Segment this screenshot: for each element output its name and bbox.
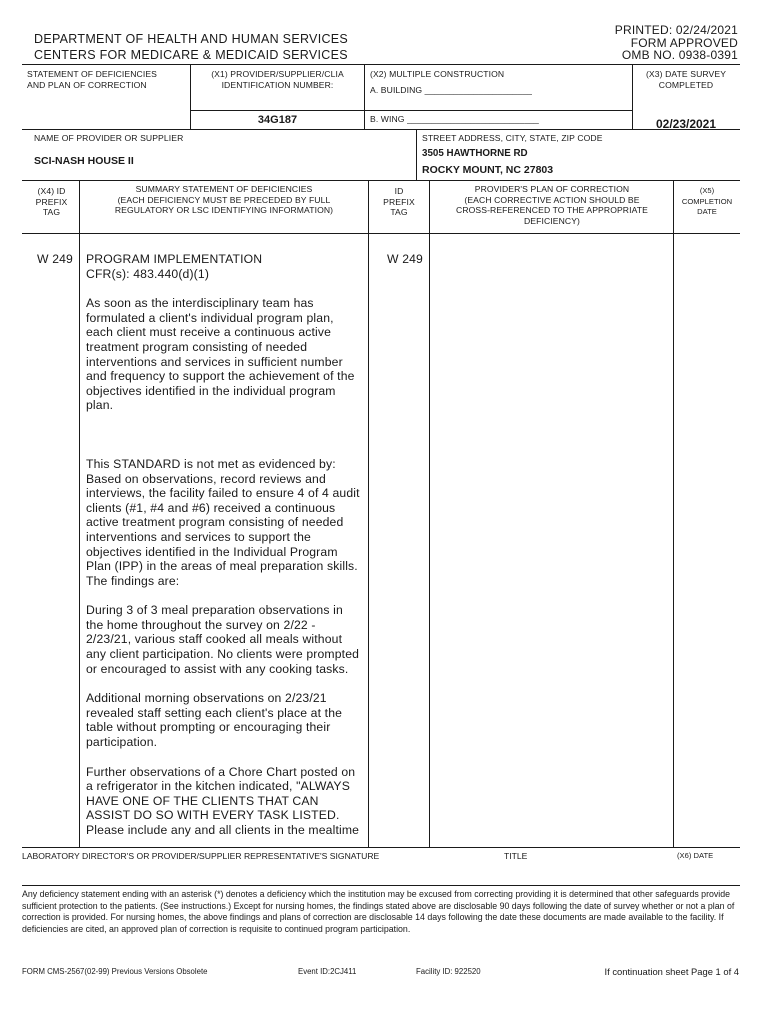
building-field: A. BUILDING ______________________ [370, 85, 533, 95]
prefix-tag: W 249 [37, 252, 73, 266]
grid-divider [364, 110, 632, 111]
column-divider [429, 180, 430, 847]
x3-label: (X3) DATE SURVEY COMPLETED [645, 69, 727, 90]
column-divider [79, 180, 80, 847]
findings-paragraph: This STANDARD is not met as evidenced by: Based on observations, record reviews and interviews, the facility failed to ensure 4 of 4 audit clients (#1, #4 and #6) received a continuous active treatment program consisting of needed interventions and services to support the objectives identified in the Individual Program Plan (IPP) in the areas of meal preparation skills. The findings are: [86, 456, 360, 588]
wing-field: B. WING ___________________________ [370, 114, 539, 124]
signature-date-label: (X6) DATE [677, 851, 714, 860]
deficiency-statement [86, 252, 368, 853]
x5-header: (X5) COMPLETION DATE [681, 186, 733, 216]
facility-id: Facility ID: 922520 [416, 967, 481, 976]
grid-divider [416, 129, 417, 180]
plan-header: PROVIDER'S PLAN OF CORRECTION (EACH CORRECTIVE ACTION SHOULD BE CROSS-REFERENCED TO THE APPROPRIATE DEFICIENCY) [456, 184, 648, 226]
agency-name: DEPARTMENT OF HEALTH AND HUMAN SERVICES [34, 32, 349, 46]
disclaimer-text: Any deficiency statement ending with an asterisk (*) denotes a deficiency which the institution may be excused from correcting providing it is determined that other safeguards provide sufficient protection to the patients. (See instructions.) Except for nursing homes, the findings stated above are disclosable 90 days following the date of survey whether or not a plan of correction is provided. For nursing homes, the above findings and plans of correction are disclosable 14 days following the date these documents are made available to the facility. If deficiencies are cited, an approved plan of correction is requisite to continued program participation. [22, 889, 735, 934]
deficiency-title: PROGRAM IMPLEMENTATION [86, 252, 263, 266]
grid-divider [190, 110, 364, 111]
observation-paragraph: Additional morning observations on 2/23/21 revealed staff setting each client's place at the table without prompting or encouraging their participation. [86, 691, 343, 750]
provider-name: SCI-NASH HOUSE II [34, 155, 134, 167]
x4-header: (X4) ID PREFIX TAG [35, 186, 68, 217]
survey-completed-date: 02/23/2021 [655, 117, 717, 131]
printed-date: PRINTED: 02/24/2021 [614, 23, 738, 37]
cfr-reference: CFR(s): 483.440(d)(1) [86, 266, 210, 281]
form-approved: FORM APPROVED [630, 35, 738, 50]
id-header: ID PREFIX TAG [383, 186, 415, 217]
grid-divider [22, 233, 740, 234]
street-address: 3505 HAWTHORNE RD [422, 148, 528, 159]
grid-divider [364, 64, 365, 129]
event-id: Event ID:2CJ411 [298, 967, 357, 976]
signature-bottom-border [22, 885, 740, 886]
form-number: FORM CMS-2567(02-99) Previous Versions Obsolete [22, 967, 208, 976]
signature-label: LABORATORY DIRECTOR'S OR PROVIDER/SUPPLIER REPRESENTATIVE'S SIGNATURE [22, 851, 380, 861]
id-prefix-tag: W 249 [387, 252, 423, 266]
summary-header: SUMMARY STATEMENT OF DEFICIENCIES (EACH DEFICIENCY MUST BE PRECEDED BY FULL REGULATORY OR LSC IDENTIFYING INFORMATION) [114, 184, 334, 215]
title-label: TITLE [504, 851, 528, 861]
column-divider [368, 180, 369, 847]
x2-label: (X2) MULTIPLE CONSTRUCTION [370, 69, 505, 79]
requirement-paragraph: As soon as the interdisciplinary team has formulated a client's individual program plan, each client must receive a continuous active treatment program consisting of needed interventions and services in sufficient number and frequency to support the achievement of the objectives identified in the individual program plan. [86, 296, 355, 413]
address-label: STREET ADDRESS, CITY, STATE, ZIP CODE [422, 133, 603, 143]
page-indicator: If continuation sheet Page 1 of 4 [604, 966, 739, 977]
provider-name-label: NAME OF PROVIDER OR SUPPLIER [34, 133, 184, 143]
column-divider [673, 180, 674, 847]
agency-subname: CENTERS FOR MEDICARE & MEDICAID SERVICES [34, 48, 348, 62]
grid-divider [22, 129, 740, 130]
city-state-zip: ROCKY MOUNT, NC 27803 [422, 164, 554, 176]
grid-divider [190, 64, 191, 129]
observation-paragraph: Further observations of a Chore Chart posted on a refrigerator in the kitchen indicated, "ALWAYS HAVE ONE OF THE CLIENTS THAT CAN ASSIST DO SO WITH EVERY TASK LISTED. Please include any and all clients in the mealtime [86, 764, 360, 837]
omb-number: OMB NO. 0938-0391 [621, 48, 738, 62]
grid-divider [632, 64, 633, 129]
statement-label: STATEMENT OF DEFICIENCIES AND PLAN OF CORRECTION [27, 69, 157, 90]
grid-divider [22, 180, 740, 181]
provider-id-number: 34G187 [257, 114, 298, 126]
x1-label: (X1) PROVIDER/SUPPLIER/CLIA IDENTIFICATION NUMBER: [211, 69, 344, 90]
observation-paragraph: During 3 of 3 meal preparation observations in the home throughout the survey on 2/22 - 2/23/21, various staff cooked all meals without any client participation. No clients were prompted or encouraged to assist with any cooking tasks. [86, 603, 360, 676]
